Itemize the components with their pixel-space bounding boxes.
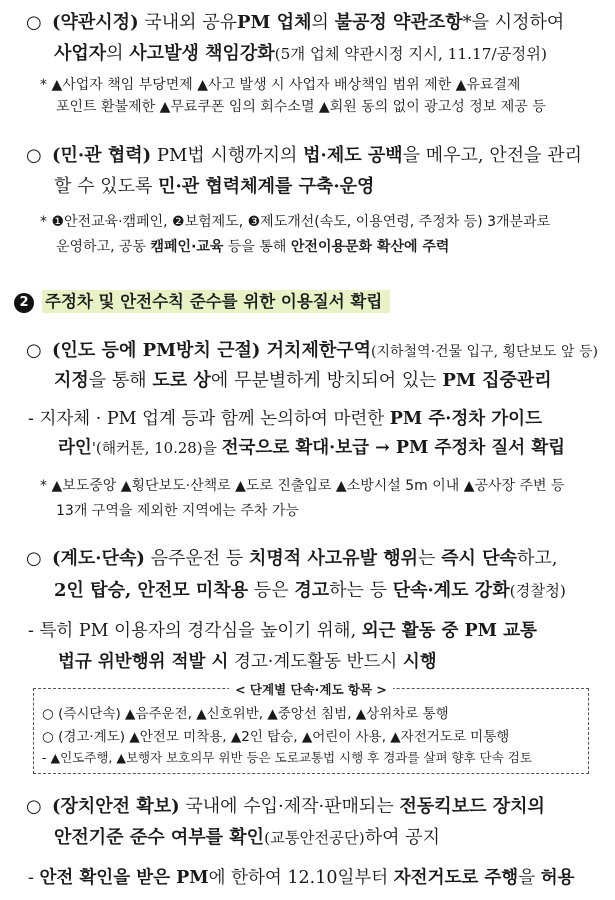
- section-number-badge: 2: [14, 293, 34, 313]
- circle-bullet: ○: [26, 548, 42, 569]
- circle-bullet: ○: [26, 145, 42, 166]
- section-title: 주정차 및 안전수칙 준수를 위한 이용질서 확립: [42, 290, 390, 313]
- circle-bullet: ○: [26, 796, 42, 817]
- circle-bullet: ○: [26, 12, 42, 33]
- box-row-immediate: ○ (즉시단속) ▲음주운전, ▲신호위반, ▲중앙선 침범, ▲상위차로 통행: [42, 706, 449, 722]
- circle-bullet: ○: [26, 340, 42, 361]
- box-row-review: - ▲인도주행, ▲보행자 보호의무 위반 등은 도로교통법 시행 후 경과를 살펴 향후 단속 검토: [42, 750, 532, 765]
- section-heading: [14, 288, 390, 312]
- box-caption: < 단계별 단속·계도 항목 >: [229, 682, 393, 697]
- box-row-warning: ○ (경고·계도) ▲안전모 미착용, ▲2인 탑승, ▲어린이 사용, ▲자전거도로 미통행: [42, 729, 510, 745]
- enforcement-stages-box: [33, 682, 589, 774]
